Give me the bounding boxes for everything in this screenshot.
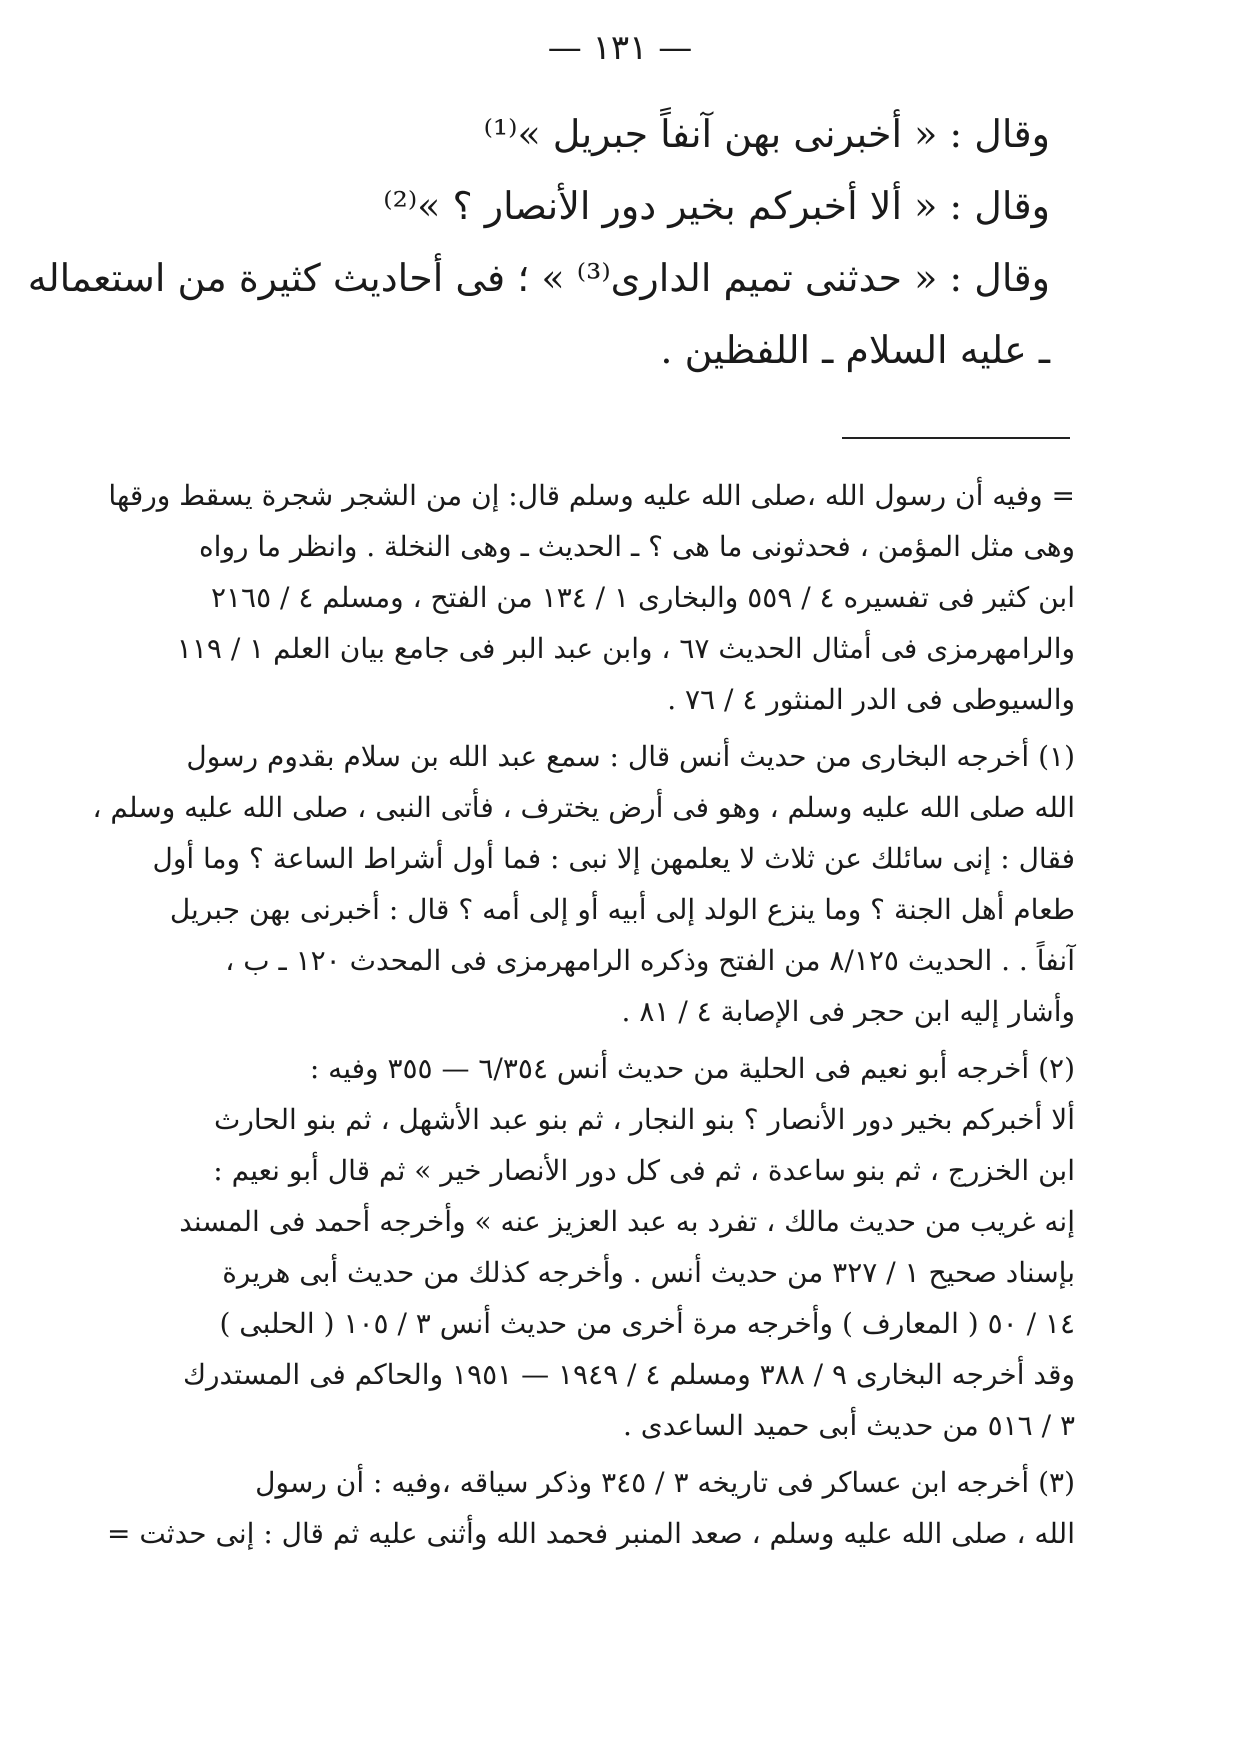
- footnote-line: إنه غريب من حديث مالك ، تفرد به عبد العزيز عنه » وأخرجه أحمد فى المسند: [179, 1205, 1075, 1238]
- footnote-line: طعام أهل الجنة ؟ وما ينزع الولد إلى أبيه أو إلى أمه ؟ قال : أخبرنى بهن جبريل: [169, 893, 1075, 926]
- footnote-line: = وفيه أن رسول الله ،صلى الله عليه وسلم قال: إن من الشجر شجرة يسقط ورقها: [108, 479, 1075, 512]
- footnote-line: (٢) أخرجه أبو نعيم فى الحلية من حديث أنس ٦/٣٥٤ — ٣٥٥ وفيه :: [309, 1052, 1075, 1085]
- footnote-line: الله ، صلى الله عليه وسلم ، صعد المنبر فحمد الله وأثنى عليه ثم قال : إنى حدثت =: [106, 1517, 1075, 1550]
- footnote-line: بإسناد صحيح ١ / ٣٢٧ من حديث أنس . وأخرجه كذلك من حديث أبى هريرة: [222, 1256, 1075, 1289]
- footnote-line: وهى مثل المؤمن ، فحدثونى ما هى ؟ ـ الحديث ـ وهى النخلة . وانظر ما رواه: [199, 530, 1075, 563]
- footnote-line: وقد أخرجه البخارى ٩ / ٣٨٨ ومسلم ٤ / ١٩٤٩ — ١٩٥١ والحاكم فى المستدرك: [182, 1358, 1075, 1391]
- main-line: وقال : « ألا أخبركم بخير دور الأنصار ؟ »⁽²⁾: [383, 184, 1050, 228]
- footnote-divider: [842, 437, 1070, 439]
- footnote-continuation: [108, 470, 1075, 725]
- footnote-2: [179, 1043, 1075, 1451]
- footnote-line: فقال : إنى سائلك عن ثلاث لا يعلمهن إلا نبى : فما أول أشراط الساعة ؟ وما أول: [152, 842, 1075, 875]
- footnote-line: ١٤ / ٥٠ ( المعارف ) وأخرجه مرة أخرى من حديث أنس ٣ / ١٠٥ ( الحلبى ): [219, 1307, 1075, 1340]
- footnote-1: [92, 731, 1075, 1037]
- footnote-line: والرامهرمزى فى أمثال الحديث ٦٧ ، وابن عبد البر فى جامع بيان العلم ١ / ١١٩: [176, 632, 1075, 665]
- main-line: ـ عليه السلام ـ اللفظين .: [660, 328, 1050, 372]
- main-line: وقال : « أخبرنى بهن آنفاً جبريل »⁽¹⁾: [483, 112, 1050, 156]
- page-number: — ١٣١ —: [547, 28, 693, 68]
- footnote-line: (٣) أخرجه ابن عساكر فى تاريخه ٣ / ٣٤٥ وذكر سياقه ،وفيه : أن رسول: [255, 1466, 1075, 1499]
- footnote-line: الله صلى الله عليه وسلم ، وهو فى أرض يخترف ، فأتى النبى ، صلى الله عليه وسلم ،: [92, 791, 1075, 824]
- footnote-line: ٣ / ٥١٦ من حديث أبى حميد الساعدى .: [622, 1409, 1075, 1442]
- footnote-line: ابن الخزرج ، ثم بنو ساعدة ، ثم فى كل دور الأنصار خير » ثم قال أبو نعيم :: [213, 1154, 1075, 1187]
- footnote-line: آنفاً . . الحديث ٨/١٢٥ من الفتح وذكره الرامهرمزى فى المحدث ١٢٠ ـ ب ،: [225, 944, 1075, 977]
- footnote-line: والسيوطى فى الدر المنثور ٤ / ٧٦ .: [667, 683, 1075, 716]
- footnote-line: وأشار إليه ابن حجر فى الإصابة ٤ / ٨١ .: [621, 995, 1075, 1028]
- footnote-line: ألا أخبركم بخير دور الأنصار ؟ بنو النجار ، ثم بنو عبد الأشهل ، ثم بنو الحارث: [213, 1103, 1075, 1136]
- main-text: [27, 98, 1050, 386]
- footnote-line: ابن كثير فى تفسيره ٤ / ٥٥٩ والبخارى ١ / ١٣٤ من الفتح ، ومسلم ٤ / ٢١٦٥: [210, 581, 1075, 614]
- footnote-line: (١) أخرجه البخارى من حديث أنس قال : سمع عبد الله بن سلام بقدوم رسول: [186, 740, 1075, 773]
- footnotes: [92, 470, 1075, 1565]
- main-line: وقال : « حدثنى تميم الدارى⁽³⁾ » ؛ فى أحاديث كثيرة من استعماله: [27, 256, 1050, 300]
- footnote-3: [106, 1457, 1075, 1559]
